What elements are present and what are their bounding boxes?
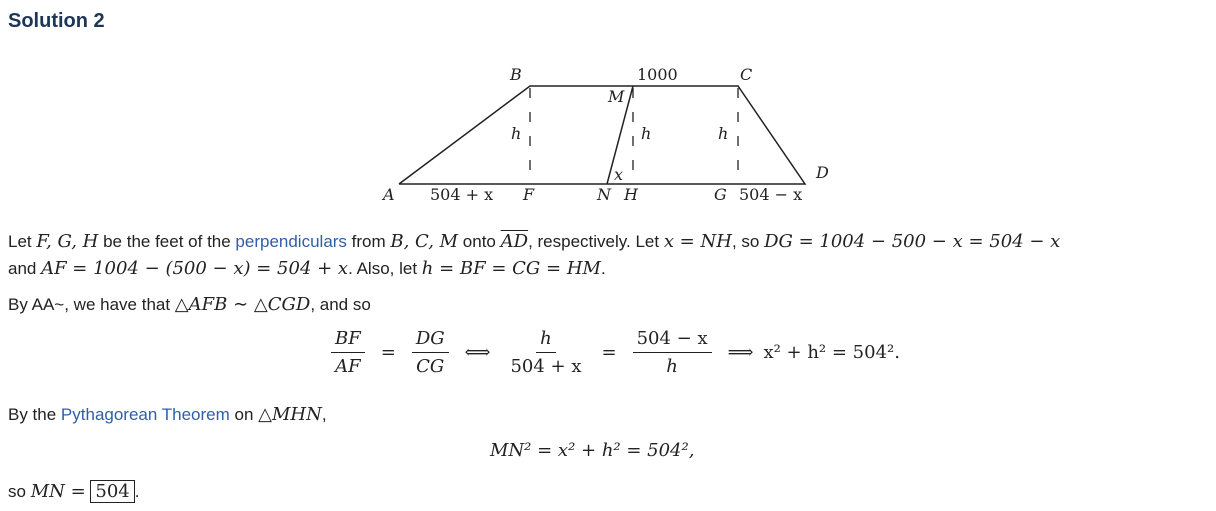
trapezoid-diagram (0, 0, 1216, 215)
pythagorean-theorem-link[interactable]: Pythagorean Theorem (60, 405, 230, 424)
label-x: x (614, 165, 624, 184)
fraction-bf-af: $\frac{BF}{AF}$ (331, 328, 365, 377)
label-h-mid: h (641, 124, 652, 143)
label-m: M (608, 87, 625, 106)
perpendiculars-link[interactable]: perpendiculars (235, 232, 347, 251)
label-h-right: h (718, 124, 729, 143)
label-c: C (740, 65, 753, 84)
label-b: B (510, 65, 522, 84)
label-top-length: 1000 (637, 65, 678, 84)
label-h-left: h (511, 124, 522, 143)
paragraph-line-3: By AA~, we have that △AFB ∼ △CGD, and so (8, 294, 371, 315)
paragraph-line-5: so MN = 504 . (8, 481, 140, 502)
paragraph-line-2: and AF = 1004 − (500 − x) = 504 + x. Also, let h = BF = CG = HM. (8, 258, 606, 279)
label-f: F (523, 185, 535, 204)
label-d: D (816, 163, 829, 182)
label-left-segment: 504 + x (430, 185, 494, 204)
solution-heading: Solution 2 (8, 10, 105, 32)
label-g: G (714, 185, 727, 204)
label-n: N (597, 185, 611, 204)
pythagorean-equation: MN² = x² + h² = 504², (490, 440, 695, 461)
trapezoid-outline (399, 86, 805, 184)
fraction-h-over-504-plus-x: $\frac{h}{504 + x}$ (510, 328, 582, 377)
label-right-segment: 504 − x (739, 185, 803, 204)
paragraph-line-4: By the Pythagorean Theorem on △MHN, (8, 404, 327, 425)
fraction-dg-cg: $\frac{DG}{CG}$ (412, 328, 449, 377)
answer-box: 504 (90, 480, 134, 503)
label-a: A (383, 185, 395, 204)
label-h-foot: H (624, 185, 638, 204)
fraction-504-minus-x-over-h: $\frac{504 - x}{h}$ (633, 328, 712, 377)
paragraph-line-1: Let F, G, H be the feet of the perpendiculars from B, C, M onto $\overline{AD}$, respectively. Let x = NH, so DG = 1004 − 500 − x = 504 − x (8, 231, 1061, 252)
similarity-equation: $\frac{BF}{AF}$ = $\frac{DG}{CG}$ ⟺ $\frac{h}{504 + x}$ = $\frac{504 - x}{h}$ ⟹ x² + h² = 504². (325, 328, 900, 377)
